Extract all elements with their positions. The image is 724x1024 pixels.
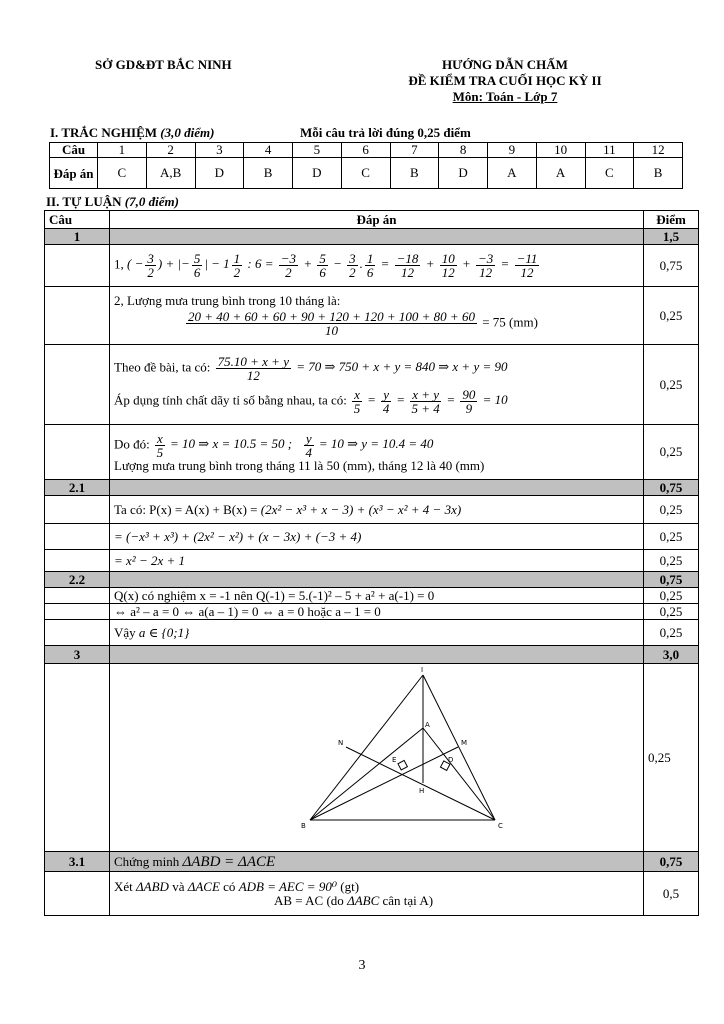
section-score: 0,75 (644, 572, 699, 588)
section-content (110, 572, 644, 588)
section-row (45, 229, 699, 245)
mc-q: 12 (634, 143, 683, 158)
mc-q: 9 (488, 143, 537, 158)
mc-q: 4 (244, 143, 293, 158)
score-cell: 0,25 (644, 664, 699, 852)
col-header-answer: Đáp án (110, 211, 644, 229)
text-line (114, 880, 639, 894)
label-N: N (338, 738, 344, 747)
math-expression (114, 310, 639, 337)
col-header-question: Câu (45, 211, 110, 229)
text-line (114, 388, 639, 415)
section-label: 2.1 (45, 480, 110, 496)
part2-points: (7,0 điểm) (124, 194, 179, 209)
text-label: Do đó: (114, 435, 150, 451)
answer-row (45, 345, 699, 425)
text-label: có (223, 878, 236, 894)
answer-row (45, 588, 699, 604)
mc-q: 2 (146, 143, 195, 158)
item-prefix: 1, (114, 256, 124, 272)
empty-cell (45, 496, 110, 524)
math-expression: ΔABC (347, 892, 380, 908)
fraction-numerator: 20 + 40 + 60 + 60 + 90 + 120 + 120 + 100 + 80 + 60 (188, 309, 475, 324)
text-line (114, 894, 639, 908)
right-angle-E (398, 760, 407, 769)
empty-cell (45, 524, 110, 550)
answer-row (45, 550, 699, 572)
score-cell: 0,25 (644, 620, 699, 646)
label-I: I (421, 665, 424, 674)
score-cell: 0,25 (644, 496, 699, 524)
section-score: 3,0 (644, 646, 699, 664)
answer-row (45, 604, 699, 620)
text-label: AB = AC (do (274, 892, 344, 908)
math-expression: ΔACE (187, 878, 220, 894)
text-label: (gt) (340, 878, 360, 894)
answer-cell (110, 287, 644, 345)
answer-cell (110, 620, 644, 646)
score-cell: 0,25 (644, 425, 699, 480)
section-row (45, 646, 699, 664)
section-content (110, 229, 644, 245)
empty-cell (45, 664, 110, 852)
page-number: 3 (358, 958, 366, 973)
empty-cell (45, 620, 110, 646)
score-cell: 0,25 (644, 604, 699, 620)
answer-cell (110, 345, 644, 425)
section-label: 2.2 (45, 572, 110, 588)
part1-points: (3,0 điểm) (160, 125, 215, 140)
score-cell: 0,25 (644, 550, 699, 572)
part1-note: Mỗi câu trả lời đúng 0,25 điểm (300, 125, 471, 140)
answer-row (45, 425, 699, 480)
math-expression: = x² − 2x + 1 (110, 550, 644, 572)
answer-row (45, 620, 699, 646)
section-content (110, 480, 644, 496)
essay-answer-table (44, 210, 699, 916)
mc-answer-row (50, 158, 683, 189)
score-cell: 0,25 (644, 345, 699, 425)
math-expression: = (−x³ + x³) + (2x² − x²) + (x − 3x) + (−3 + 4) (110, 524, 644, 550)
score-cell: 0,75 (644, 245, 699, 287)
line-AC (423, 728, 495, 820)
empty-cell (45, 550, 110, 572)
line-BM (310, 747, 458, 820)
table-header (45, 211, 699, 229)
score-cell: 0,5 (644, 872, 699, 916)
empty-cell (45, 872, 110, 916)
answer-cell: ⇔ a² – a = 0 ⇔ a(a – 1) = 0 ⇔ a = 0 hoặc a – 1 = 0 (110, 604, 644, 620)
answer-cell (110, 245, 644, 287)
empty-cell (45, 287, 110, 345)
math-expression: ΔABD (136, 878, 169, 894)
part2-title: II. TỰ LUẬN (46, 194, 122, 209)
section-row (45, 480, 699, 496)
text-line: 2, Lượng mưa trung bình trong 10 tháng là: (114, 293, 341, 308)
math-expression: $\frac{75.10 + x + y}{12}$ = 70 ⇒ 750 + x + y = 840 ⇒ x + y = 90 (217, 353, 508, 383)
figure-row (45, 664, 699, 852)
mc-answer-table (49, 142, 683, 189)
mc-q: 1 (98, 143, 147, 158)
mc-a-label: Đáp án (50, 158, 98, 189)
answer-row (45, 524, 699, 550)
math-expression: ( − $\frac{3}{2}$ ) + |− $\frac{5}{6}$ | − 1 $\frac{1}{2}$ : 6 = $\frac{-3}{2}$ + $\frac{5}{6}$ − $\frac{3}{2}$ . $\frac{1}{6}$ = $\frac{-18}{12}$ + $\frac{10}{12}$ + $\frac{-3}{12}$ = $\frac{-11}{12}$ (127, 251, 538, 280)
text-line: Lượng mưa trung bình trong tháng 11 là 50 (mm), tháng 12 là 40 (mm) (114, 457, 485, 473)
text-label: Theo đề bài, ta có: (114, 358, 211, 374)
text-label: Vậy (114, 624, 136, 640)
label-C: C (498, 821, 503, 830)
line-AB (310, 728, 423, 820)
line-IB (310, 675, 423, 820)
section-row (45, 572, 699, 588)
answer-cell (110, 872, 644, 916)
label-A: A (425, 720, 430, 729)
score-cell: 0,25 (644, 524, 699, 550)
math-expression: a ∈ {0;1} (138, 624, 190, 640)
subject-line: Môn: Toán - Lớp 7 (452, 89, 558, 104)
label-E: E (392, 755, 397, 764)
mc-a: D (293, 158, 342, 189)
text-line (114, 432, 639, 459)
line-IC (423, 675, 495, 820)
math-expression: $\frac{x}{5}$ = $\frac{y}{4}$ = $\frac{x + y}{5 + 4}$ = $\frac{90}{9}$ = 10 (353, 386, 508, 416)
empty-cell (45, 245, 110, 287)
text-label: Áp dụng tính chất dãy tỉ số bằng nhau, ta có: (114, 391, 347, 407)
part2-heading (46, 194, 179, 210)
mc-a: B (244, 158, 293, 189)
guide-title: HƯỚNG DẪN CHẤM (442, 57, 568, 72)
answer-cell (110, 425, 644, 480)
mc-q: 5 (293, 143, 342, 158)
col-header-score: Điểm (644, 211, 699, 229)
section-content (110, 646, 644, 664)
math-expression: ADB = AEC = 90⁰ (238, 878, 338, 894)
section-score: 0,75 (644, 480, 699, 496)
mc-a: C (98, 158, 147, 189)
result-text: = 75 (mm) (482, 314, 538, 330)
label-H: H (419, 786, 425, 795)
mc-q: 10 (536, 143, 585, 158)
math-expression: $\frac{x}{5}$ = 10 ⇒ x = 10.5 = 50 ; $\frac{y}{4}$ = 10 ⇒ y = 10.4 = 40 (156, 430, 434, 460)
mc-q: 6 (341, 143, 390, 158)
answer-row (45, 287, 699, 345)
text-label: Ta có: P(x) = A(x) + B(x) = (114, 501, 258, 517)
dept-name: SỞ GD&ĐT BẮC NINH (95, 57, 232, 72)
label-D: D (448, 755, 454, 764)
answer-cell: Q(x) có nghiệm x = -1 nên Q(-1) = 5.(-1)² – 5 + a² + a(-1) = 0 (110, 588, 644, 604)
section-label: 3.1 (45, 852, 110, 872)
label-B: B (301, 821, 306, 830)
score-cell: 0,25 (644, 588, 699, 604)
text-label: Xét (114, 878, 133, 894)
empty-cell (45, 425, 110, 480)
section-score: 0,75 (644, 852, 699, 872)
mc-q-label: Câu (50, 143, 98, 158)
label-M: M (461, 738, 468, 747)
score-cell: 0,25 (644, 287, 699, 345)
figure-cell (110, 664, 644, 852)
answer-row (45, 872, 699, 916)
section-label: 3 (45, 646, 110, 664)
text-label: và (172, 878, 185, 894)
text-label: Chứng minh (114, 853, 180, 869)
mc-a: C (341, 158, 390, 189)
text-line (114, 355, 639, 382)
line-CN (346, 747, 495, 820)
empty-cell (45, 345, 110, 425)
mc-a: D (439, 158, 488, 189)
mc-q: 3 (195, 143, 244, 158)
mc-a: B (634, 158, 683, 189)
triangle-figure (110, 665, 673, 851)
part1-title: I. TRẮC NGHIỆM (50, 125, 158, 140)
mc-q: 11 (585, 143, 634, 158)
text-label: cân tại A) (382, 892, 434, 908)
mc-a: D (195, 158, 244, 189)
section-score: 1,5 (644, 229, 699, 245)
fraction-denominator: 10 (324, 323, 338, 338)
answer-row (45, 496, 699, 524)
part1-heading (50, 125, 214, 141)
mc-a: A,B (146, 158, 195, 189)
mc-a: A (536, 158, 585, 189)
mc-q: 7 (390, 143, 439, 158)
mc-a: A (488, 158, 537, 189)
section-label: 1 (45, 229, 110, 245)
answer-cell (110, 496, 644, 524)
empty-cell (45, 604, 110, 620)
math-expression: ΔABD = ΔACE (182, 853, 276, 870)
mc-a: B (390, 158, 439, 189)
mc-a: C (585, 158, 634, 189)
exam-title: ĐỀ KIỂM TRA CUỐI HỌC KỲ II (408, 73, 602, 88)
section-content (110, 852, 644, 872)
empty-cell (45, 588, 110, 604)
mc-q: 8 (439, 143, 488, 158)
math-expression: (2x² − x³ + x − 3) + (x³ − x² + 4 − 3x) (260, 501, 462, 517)
mc-question-row (50, 143, 683, 158)
answer-row (45, 245, 699, 287)
section-row (45, 852, 699, 872)
